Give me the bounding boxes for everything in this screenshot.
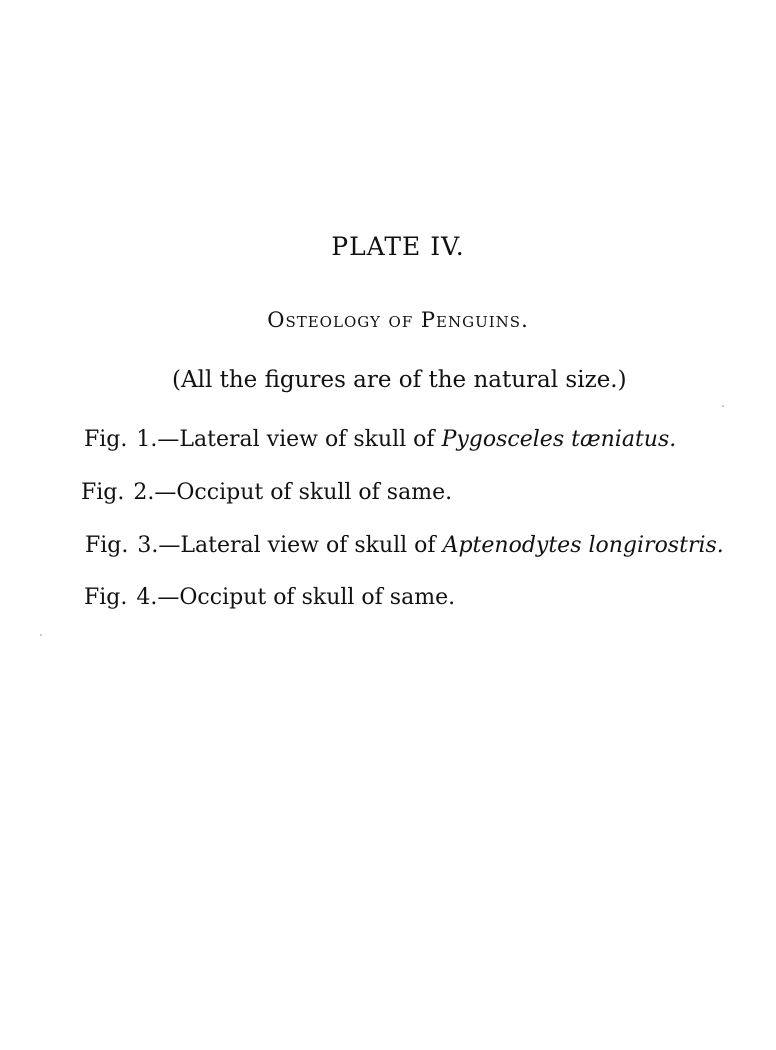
figure-description: —Lateral view of skull of bbox=[157, 427, 442, 452]
figure-description: —Occiput of skull of same. bbox=[157, 585, 456, 610]
paper-speck bbox=[722, 405, 724, 407]
figure-label: Fig. bbox=[81, 480, 125, 505]
figure-number: 1. bbox=[136, 427, 158, 452]
plate-subtitle: Osteology of Penguins. bbox=[267, 308, 529, 332]
figure-label: Fig. bbox=[84, 427, 128, 452]
figure-species: Aptenodytes longirostris. bbox=[442, 533, 724, 558]
paper-speck bbox=[40, 634, 42, 636]
figure-description: —Occiput of skull of same. bbox=[154, 480, 453, 505]
figure-number: 2. bbox=[133, 480, 155, 505]
figure-caption-2 bbox=[81, 480, 452, 505]
size-note: (All the figures are of the natural size.) bbox=[172, 367, 627, 393]
plate-title: PLATE IV. bbox=[331, 232, 465, 261]
figure-species: Pygosceles tæniatus. bbox=[441, 427, 677, 452]
figure-caption-1 bbox=[84, 427, 676, 452]
figure-description: —Lateral view of skull of bbox=[158, 533, 443, 558]
figure-caption-4 bbox=[84, 585, 455, 610]
figure-label: Fig. bbox=[85, 533, 129, 558]
figure-caption-3 bbox=[85, 533, 724, 558]
figure-number: 4. bbox=[136, 585, 158, 610]
figure-number: 3. bbox=[137, 533, 159, 558]
figure-label: Fig. bbox=[84, 585, 128, 610]
